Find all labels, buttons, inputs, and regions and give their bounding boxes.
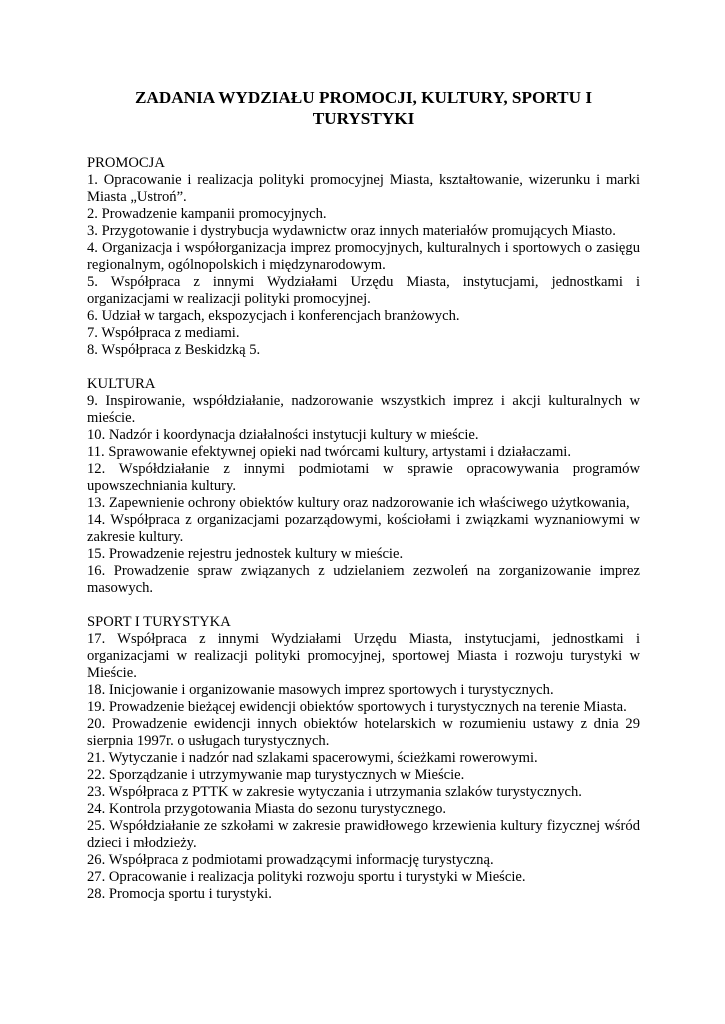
list-item: 1. Opracowanie i realizacja polityki promocyjnej Miasta, kształtowanie, wizerunku i marki Miasta „Ustroń”. xyxy=(87,172,640,205)
list-item: 11. Sprawowanie efektywnej opieki nad twórcami kultury, artystami i działaczami. xyxy=(87,444,572,460)
list-item: 24. Kontrola przygotowania Miasta do sezonu turystycznego. xyxy=(87,801,447,817)
list-item: 3. Przygotowanie i dystrybucja wydawnictw oraz innych materiałów promujących Miasto. xyxy=(87,223,616,239)
list-item: 19. Prowadzenie bieżącej ewidencji obiektów sportowych i turystycznych na terenie Miasta. xyxy=(87,699,627,715)
document-title-line-1: ZADANIA WYDZIAŁU PROMOCJI, KULTURY, SPORTU I xyxy=(134,88,593,107)
list-item: 26. Współpraca z podmiotami prowadzącymi informację turystyczną. xyxy=(87,852,494,868)
section-heading: KULTURA xyxy=(87,376,156,392)
list-item: 21. Wytyczanie i nadzór nad szlakami spacerowymi, ścieżkami rowerowymi. xyxy=(87,750,538,766)
section-heading: SPORT I TURYSTYKA xyxy=(87,614,231,630)
list-item: 28. Promocja sportu i turystyki. xyxy=(87,886,272,902)
list-item: 7. Współpraca z mediami. xyxy=(87,325,240,341)
list-item: 27. Opracowanie i realizacja polityki rozwoju sportu i turystyki w Mieście. xyxy=(87,869,526,885)
list-item: 2. Prowadzenie kampanii promocyjnych. xyxy=(87,206,327,222)
list-item: 20. Prowadzenie ewidencji innych obiektów hotelarskich w rozumieniu ustawy z dnia 29 sierpnia 1997r. o usługach turystycznych. xyxy=(87,716,640,749)
list-item: 12. Współdziałanie z innymi podmiotami w sprawie opracowywania programów upowszechniania kultury. xyxy=(87,461,640,494)
section-heading: PROMOCJA xyxy=(87,155,165,171)
list-item: 18. Inicjowanie i organizowanie masowych imprez sportowych i turystycznych. xyxy=(87,682,554,698)
list-item: 17. Współpraca z innymi Wydziałami Urzędu Miasta, instytucjami, jednostkami i organizacjami w realizacji polityki promocyjnej, sportowej Miasta i rozwoju turystyki w Mieście. xyxy=(87,631,640,681)
list-item: 23. Współpraca z PTTK w zakresie wytyczania i utrzymania szlaków turystycznych. xyxy=(87,784,582,800)
list-item: 10. Nadzór i koordynacja działalności instytucji kultury w mieście. xyxy=(87,427,479,443)
list-item: 14. Współpraca z organizacjami pozarządowymi, kościołami i związkami wyznaniowymi w zakresie kultury. xyxy=(87,512,640,545)
list-item: 13. Zapewnienie ochrony obiektów kultury oraz nadzorowanie ich właściwego użytkowania, xyxy=(87,495,630,511)
list-item: 25. Współdziałanie ze szkołami w zakresie prawidłowego krzewienia kultury fizycznej wśród dzieci i młodzieży. xyxy=(87,818,640,851)
list-item: 6. Udział w targach, ekspozycjach i konferencjach branżowych. xyxy=(87,308,460,324)
section-kultura xyxy=(87,376,640,597)
list-item: 5. Współpraca z innymi Wydziałami Urzędu Miasta, instytucjami, jednostkami i organizacjami w realizacji polityki promocyjnej. xyxy=(87,274,640,307)
list-item: 4. Organizacja i współorganizacja imprez promocyjnych, kulturalnych i sportowych o zasięgu regionalnym, ogólnopolskich i międzynarodowym. xyxy=(87,240,640,273)
section-sport-i-turystyka xyxy=(87,614,640,903)
list-item: 8. Współpraca z Beskidzką 5. xyxy=(87,342,261,358)
list-item: 16. Prowadzenie spraw związanych z udzielaniem zezwoleń na zorganizowanie imprez masowych. xyxy=(87,563,640,596)
list-item: 9. Inspirowanie, współdziałanie, nadzorowanie wszystkich imprez i akcji kulturalnych w mieście. xyxy=(87,393,640,426)
document-title xyxy=(87,0,640,129)
section-promocja xyxy=(87,155,640,359)
list-item: 22. Sporządzanie i utrzymywanie map turystycznych w Mieście. xyxy=(87,767,465,783)
document-title-line-2: TURYSTYKI xyxy=(312,109,415,128)
document-page xyxy=(87,0,640,903)
list-item: 15. Prowadzenie rejestru jednostek kultury w mieście. xyxy=(87,546,404,562)
